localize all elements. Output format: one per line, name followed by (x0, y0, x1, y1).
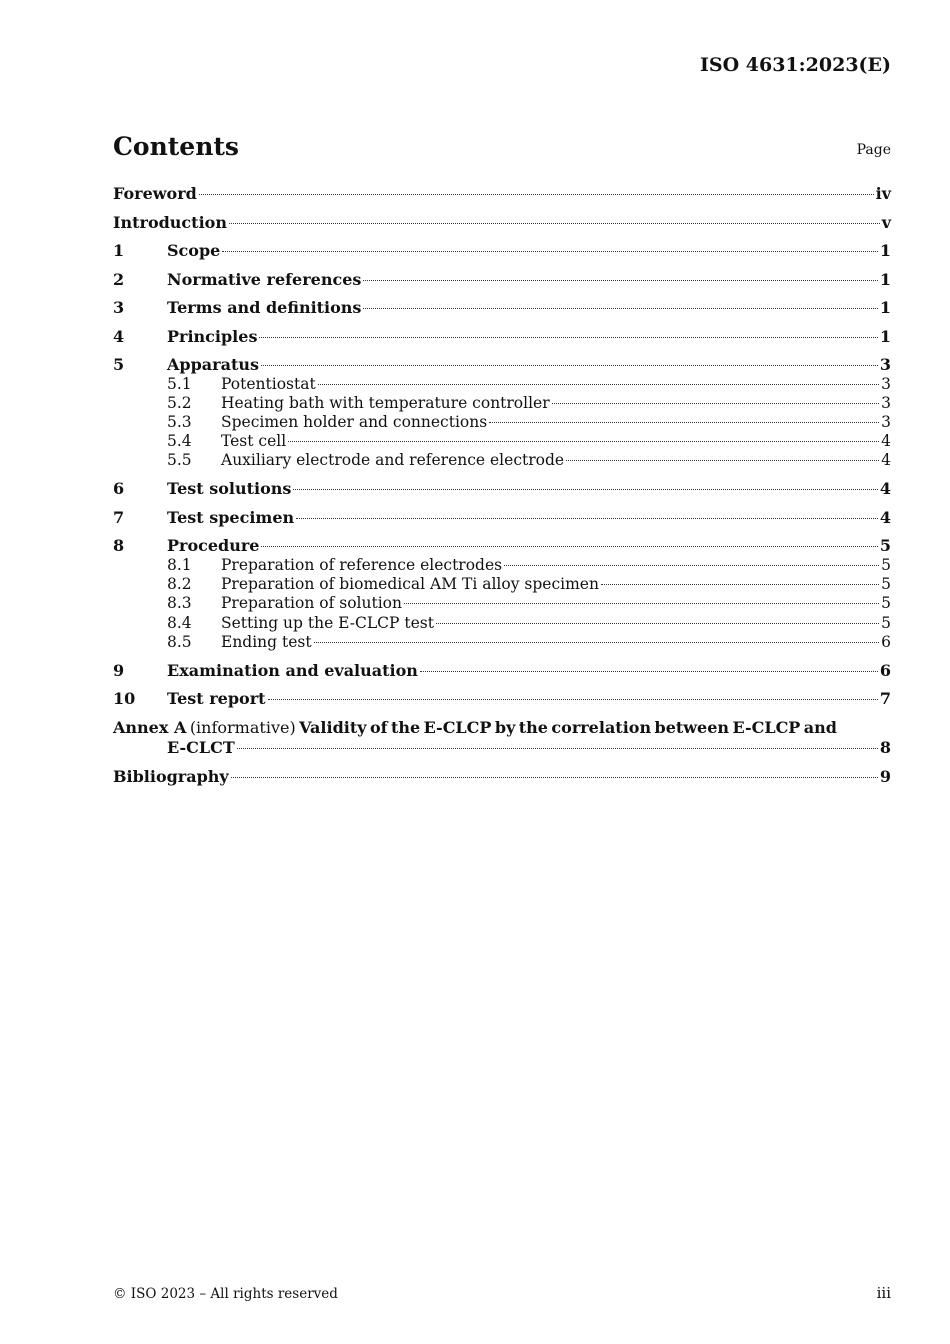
toc-entry-title: Introduction (113, 212, 227, 232)
toc-entry-principles[interactable] (113, 327, 891, 347)
toc-entry-page: 1 (879, 241, 891, 260)
toc-entry-page: v (881, 212, 891, 232)
toc-entry-normative-references[interactable] (113, 270, 891, 290)
toc-entry-page: 1 (879, 326, 891, 346)
leader-dots (229, 223, 880, 224)
toc-entry-number: 5.1 (167, 374, 192, 393)
toc-entry-number: 9 (113, 660, 125, 680)
annex-title-word: by (494, 717, 516, 737)
toc-entry-foreword[interactable] (113, 184, 891, 204)
toc-entry-number: 4 (113, 326, 125, 346)
leader-dots (222, 251, 878, 252)
annex-title-line2: E-CLCT (167, 737, 235, 757)
toc-entry-page: 9 (879, 766, 891, 786)
leader-dots (288, 441, 879, 442)
toc-entry-page: 3 (881, 412, 891, 431)
leader-dots (318, 384, 879, 385)
toc-entry-number: 2 (113, 269, 125, 289)
toc-entry-page: 1 (879, 298, 891, 317)
toc-entry-introduction[interactable] (113, 213, 891, 233)
leader-dots (237, 748, 878, 749)
toc-entry-preparation-solution[interactable] (113, 594, 891, 613)
toc-entry-title: Specimen holder and connections (221, 412, 488, 431)
toc-entry-terms-definitions[interactable] (113, 298, 891, 318)
toc-entry-preparation-specimen[interactable] (113, 575, 891, 594)
toc-entry-number: 8.3 (167, 594, 192, 613)
toc-entry-number: 8.2 (167, 575, 192, 594)
annex-title-word: E-CLCP (732, 717, 801, 737)
toc-entry-number: 8.5 (167, 632, 192, 651)
leader-dots (566, 460, 879, 461)
document-id: ISO 4631:2023(E) (699, 54, 891, 76)
toc-entry-number: 6 (113, 479, 125, 499)
toc-entry-number: 8.1 (167, 555, 192, 574)
toc-entry-test-specimen[interactable] (113, 508, 891, 528)
toc-entry-title: Preparation of solution (221, 594, 402, 613)
toc-entry-title: Heating bath with temperature controller (221, 393, 550, 412)
annex-title-word: correlation (551, 717, 652, 737)
toc-entry-number: 5.5 (167, 451, 192, 470)
toc-entry-title: Test solutions (167, 479, 292, 499)
toc-entry-page: 4 (881, 432, 891, 451)
leader-dots (436, 623, 879, 624)
leader-dots (420, 671, 878, 672)
toc-entry-test-solutions[interactable] (113, 479, 891, 499)
footer-page-number: iii (876, 1284, 891, 1302)
toc-entry-bibliography[interactable] (113, 767, 891, 787)
toc-entry-page: 4 (879, 507, 891, 527)
toc-entry-number: 5.2 (167, 393, 192, 412)
toc-entry-title: Ending test (221, 632, 312, 651)
toc-entry-number: 1 (113, 241, 125, 260)
toc-entry-page: 5 (881, 575, 891, 594)
leader-dots (293, 489, 877, 490)
toc-entry-page: 3 (881, 393, 891, 412)
contents-title: Contents (113, 132, 240, 161)
annex-title-word: E-CLCP (423, 717, 492, 737)
toc-entry-preparation-reference-electrodes[interactable] (113, 556, 891, 575)
annex-title-word: and (803, 717, 837, 737)
toc-entry-page: 3 (879, 355, 891, 374)
leader-dots (261, 546, 877, 547)
toc-entry-specimen-holder[interactable] (113, 413, 891, 432)
toc-entry-heating-bath[interactable] (113, 394, 891, 413)
leader-dots (199, 194, 874, 195)
toc-entry-title: Procedure (167, 536, 260, 556)
toc-entry-title: Apparatus (167, 355, 259, 374)
toc-entry-title: Terms and definitions (167, 298, 362, 317)
toc-entry-auxiliary-electrode[interactable] (113, 451, 891, 470)
leader-dots (489, 422, 879, 423)
leader-dots (552, 403, 879, 404)
toc-entry-page: 5 (881, 555, 891, 574)
toc-entry-title: Test cell (221, 432, 287, 451)
toc-entry-number: 10 (113, 689, 136, 709)
toc-entry-apparatus[interactable] (113, 355, 891, 375)
annex-title-word: the (518, 717, 548, 737)
toc-entry-page: 3 (881, 374, 891, 393)
leader-dots (601, 584, 879, 585)
toc-entry-number: 8 (113, 536, 125, 556)
toc-entry-title: Normative references (167, 269, 362, 289)
leader-dots (404, 603, 879, 604)
toc-entry-number: 8.4 (167, 613, 192, 632)
toc-entry-number: 5.4 (167, 432, 192, 451)
toc-entry-annex-a[interactable] (113, 718, 891, 758)
toc-entry-title: Test specimen (167, 507, 295, 527)
toc-entry-title: Scope (167, 241, 221, 260)
leader-dots (231, 777, 878, 778)
toc-entry-title: Test report (167, 689, 266, 709)
leader-dots (259, 337, 877, 338)
toc-entry-test-report[interactable] (113, 689, 891, 709)
toc-entry-page: iv (875, 184, 891, 203)
annex-label: Annex A (113, 717, 187, 737)
toc-entry-page: 5 (879, 536, 891, 556)
toc-entry-page: 6 (881, 632, 891, 651)
toc-entry-test-cell[interactable] (113, 432, 891, 451)
toc-entry-setting-up-test[interactable] (113, 614, 891, 633)
toc-entry-page: 1 (879, 269, 891, 289)
toc-entry-procedure[interactable] (113, 536, 891, 556)
toc-entry-page: 4 (879, 479, 891, 499)
leader-dots (363, 308, 877, 309)
annex-title-word: Validity (299, 717, 367, 737)
toc-entry-title: Auxiliary electrode and reference electrode (221, 451, 565, 470)
leader-dots (363, 280, 877, 281)
toc-entry-number: 3 (113, 298, 125, 317)
toc-entry-title: Bibliography (113, 766, 229, 786)
toc-entry-page: 8 (879, 737, 891, 757)
leader-dots (314, 642, 880, 643)
toc-entry-potentiostat[interactable] (113, 375, 891, 394)
page-column-label: Page (856, 142, 891, 158)
toc-entry-page: 6 (879, 660, 891, 680)
footer-copyright: © ISO 2023 – All rights reserved (113, 1286, 338, 1302)
annex-title-word: the (390, 717, 421, 737)
annex-type: (informative) (189, 717, 296, 737)
toc-entry-title: Principles (167, 326, 258, 346)
toc-entry-title: Foreword (113, 184, 197, 203)
toc-entry-ending-test[interactable] (113, 633, 891, 652)
toc-entry-page: 4 (881, 451, 891, 470)
toc-entry-page: 7 (879, 689, 891, 709)
toc-entry-scope[interactable] (113, 241, 891, 261)
toc-entry-page: 5 (881, 613, 891, 632)
leader-dots (504, 565, 879, 566)
toc-entry-title: Potentiostat (221, 374, 316, 393)
toc-entry-number: 5.3 (167, 412, 192, 431)
leader-dots (261, 365, 878, 366)
toc-entry-page: 5 (881, 594, 891, 613)
toc-entry-number: 5 (113, 355, 125, 374)
toc-entry-title: Preparation of biomedical AM Ti alloy specimen (221, 575, 599, 594)
toc-entry-number: 7 (113, 507, 125, 527)
toc-entry-examination-evaluation[interactable] (113, 661, 891, 681)
table-of-contents (113, 184, 891, 786)
toc-entry-title: Setting up the E-CLCP test (221, 613, 434, 632)
leader-dots (268, 699, 878, 700)
toc-entry-title: Preparation of reference electrodes (221, 555, 503, 574)
annex-title-word: between (654, 717, 730, 737)
leader-dots (296, 518, 878, 519)
toc-entry-title: Examination and evaluation (167, 660, 418, 680)
annex-title-word: of (369, 717, 388, 737)
